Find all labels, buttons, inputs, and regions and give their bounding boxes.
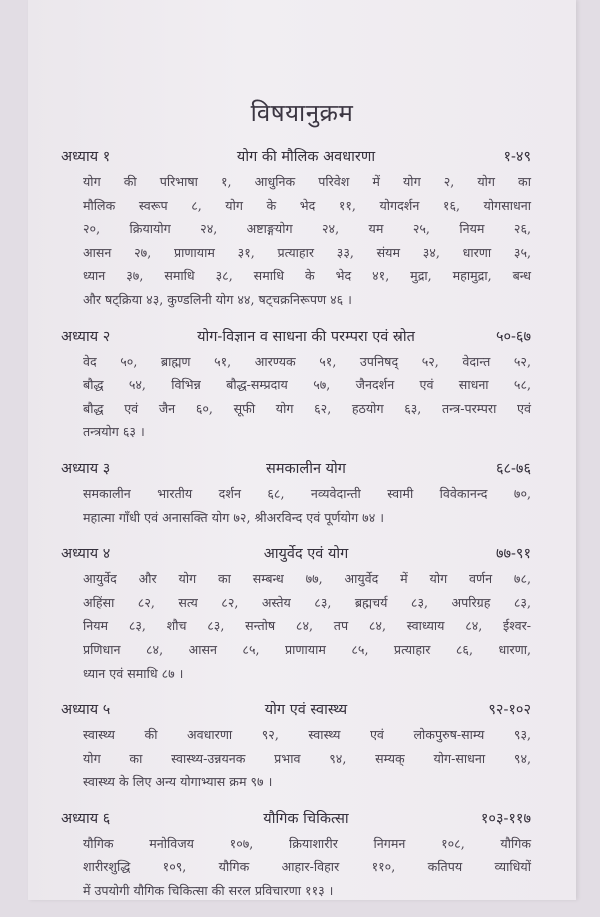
- page-title: विषयानुक्रम: [250, 99, 354, 127]
- chapter-title: योग-विज्ञान व साधना की परम्परा एवं स्रोत: [197, 328, 415, 345]
- chapter-topics: [83, 482, 531, 529]
- chapter-page-range: ५०-६७: [495, 328, 531, 345]
- chapter-title: यौगिक चिकित्सा: [263, 810, 349, 827]
- chapter-entry: [61, 458, 531, 529]
- chapter-heading: [61, 543, 531, 565]
- chapter-topics: [83, 350, 531, 444]
- chapter-label: अध्याय ४: [61, 546, 111, 563]
- chapter-heading: [61, 699, 531, 721]
- topic-line: प्रणिधान ८४, आसन ८५, प्राणायाम ८५, प्रत्याहार ८६, धारणा,: [83, 641, 531, 657]
- chapter-heading: [61, 326, 531, 348]
- chapter-entry: [61, 326, 531, 444]
- chapter-label: अध्याय ३: [61, 460, 111, 477]
- chapter-label: अध्याय १: [61, 149, 111, 165]
- chapter-heading: [61, 146, 531, 168]
- chapter-title: योग की मौलिक अवधारणा: [236, 149, 376, 165]
- topic-line: स्वास्थ्य के लिए अन्य योगाभ्यास क्रम ९७ ।: [83, 774, 273, 790]
- topic-line: आसन २७, प्राणायाम ३१, प्रत्याहार ३३, संयम ३४, धारणा ३५,: [83, 244, 531, 260]
- topic-line: बौद्ध एवं जैन ६०, सूफी योग ६२, हठयोग ६३, तन्त्र-परम्परा एवं: [83, 400, 531, 416]
- topic-line: नियम ८३, शौच ८३, सन्तोष ८४, तप ८४, स्वाध्याय ८४, ईश्वर-: [83, 618, 531, 634]
- chapter-entry: [61, 543, 531, 685]
- chapter-label: अध्याय ६: [61, 810, 111, 827]
- topic-line: और षट्क्रिया ४३, कुण्डलिनी योग ४४, षट्चक्रनिरूपण ४६ ।: [83, 291, 352, 307]
- topic-line: वेद ५०, ब्राह्मण ५१, आरण्यक ५१, उपनिषद् ५२, वेदान्त ५२,: [83, 353, 531, 369]
- topic-line: समकालीन भारतीय दर्शन ६८, नव्यवेदान्ती स्वामी विवेकानन्द ७०,: [83, 485, 531, 501]
- topic-line: ध्यान एवं समाधि ८७ ।: [83, 665, 184, 681]
- chapter-topics: [83, 832, 531, 903]
- topic-line: शारीरशुद्धि १०९, यौगिक आहार-विहार ११०, कतिपय व्याधियों: [83, 859, 531, 875]
- chapter-heading: [61, 458, 531, 480]
- topic-line: अहिंसा ८२, सत्य ८२, अस्तेय ८३, ब्रह्मचर्य ८३, अपरिग्रह ८३,: [83, 594, 531, 610]
- chapter-entry: [61, 808, 531, 903]
- book-page: [28, 0, 576, 900]
- topic-line: यौगिक मनोविजय १०७, क्रियाशारीर निगमन १०८, यौगिक: [83, 835, 531, 851]
- chapter-entry: [61, 699, 531, 794]
- topic-line: योग का स्वास्थ्य-उन्नयनक प्रभाव ९४, सम्यक् योग-साधना ९४,: [83, 750, 531, 766]
- chapter-label: अध्याय ५: [61, 702, 111, 719]
- chapter-label: अध्याय २: [61, 328, 111, 345]
- chapter-page-range: ६८-७६: [495, 460, 531, 477]
- topic-line: तन्त्रयोग ६३ ।: [83, 424, 145, 440]
- topic-line: २०, क्रियायोग २४, अष्टाङ्गयोग २४, यम २५, नियम २६,: [83, 221, 531, 237]
- chapter-topics: [83, 170, 531, 312]
- chapter-title: समकालीन योग: [266, 460, 346, 477]
- topic-line: महात्मा गाँधी एवं अनासक्ति योग ७२, श्रीअरविन्द एवं पूर्णयोग ७४ ।: [83, 509, 385, 525]
- chapter-heading: [61, 808, 531, 830]
- table-of-contents: [61, 146, 531, 917]
- chapter-entry: [61, 146, 531, 312]
- topic-line: स्वास्थ्य की अवधारणा ९२, स्वास्थ्य एवं लोकपुरुष-साम्य ९३,: [83, 727, 531, 743]
- topic-line: ध्यान ३७, समाधि ३८, समाधि के भेद ४१, मुद्रा, महामुद्रा, बन्ध: [83, 268, 531, 284]
- chapter-topics: [83, 723, 531, 794]
- topic-line: मौलिक स्वरूप ८, योग के भेद ११, योगदर्शन १६, योगसाधना: [83, 197, 531, 213]
- chapter-page-range: ९२-१०२: [488, 702, 531, 719]
- topic-line: योग की परिभाषा १, आधुनिक परिवेश में योग २, योग का: [83, 174, 531, 189]
- chapter-page-range: ७७-९१: [495, 546, 531, 563]
- chapter-page-range: १०३-११७: [480, 810, 531, 827]
- chapter-title: आयुर्वेद एवं योग: [263, 546, 349, 563]
- chapter-topics: [83, 567, 531, 685]
- topic-line: बौद्ध ५४, विभिन्न बौद्ध-सम्प्रदाय ५७, जैनदर्शन एवं साधना ५८,: [83, 377, 531, 393]
- topic-line: आयुर्वेद और योग का सम्बन्ध ७७, आयुर्वेद में योग वर्णन ७८,: [83, 571, 531, 587]
- chapter-page-range: १-४९: [503, 149, 531, 165]
- chapter-title: योग एवं स्वास्थ्य: [264, 702, 348, 719]
- topic-line: में उपयोगी यौगिक चिकित्सा की सरल प्रविचारणा ११३ ।: [83, 883, 334, 899]
